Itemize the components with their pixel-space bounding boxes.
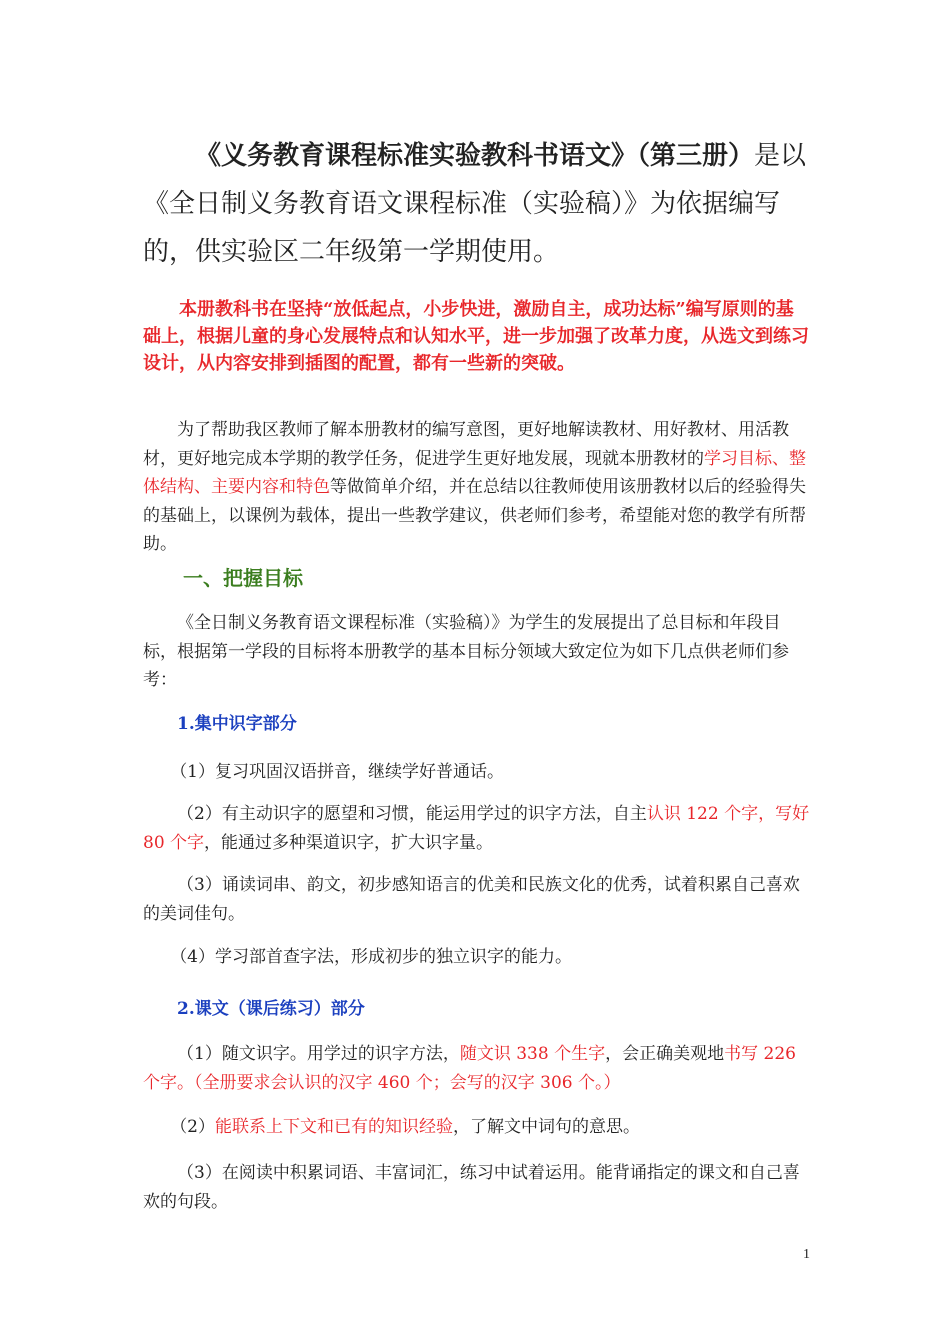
texts-item-1-text-1: （1）随文识字。用学过的识字方法， (177, 1044, 460, 1064)
literacy-item-2 (143, 800, 811, 857)
literacy-item-3: （3）诵读词串、韵文，初步感知语言的优美和民族文化的优秀，试着积累自己喜欢的美词佳句。 (143, 875, 800, 924)
literacy-item-2-text-1: （2）有主动识字的愿望和习惯，能运用学过的识字方法，自主 (177, 804, 647, 824)
purpose-text-2: 等做简单介绍，并在总结以往教师使用该册教材以后的经验得失的基础上，以课例为载体，提出一些教学建议，供老师们参考，希望能对您的教学有所帮助。 (143, 477, 806, 554)
purpose-text-1: 为了帮助我区教师了解本册教材的编写意图，更好地解读教材、用好教材、用活教材，更好地完成本学期的教学任务，促进学生更好地发展，现就本册教材的 (143, 420, 789, 469)
texts-item-1-highlight-1: 随文识 338 个生字 (459, 1044, 606, 1064)
textbook-title: 《义务教育课程标准实验教科书语文》（第三册） (195, 141, 755, 171)
literacy-item-2-highlight: 认识 122 个字，写好 80 个字 (143, 804, 810, 853)
purpose-highlight: 学习目标、整体结构、主要内容和特色 (143, 448, 806, 497)
literacy-item-1: （1）复习巩固汉语拼音，继续学好普通话。 (170, 762, 505, 782)
texts-item-1-text-2: ，会正确美观地 (605, 1044, 725, 1064)
texts-item-2-text-2: ，了解文中词句的意思。 (453, 1117, 641, 1137)
intro-paragraph (143, 132, 811, 276)
literacy-item-2-text-2: ，能通过多种渠道识字，扩大识字量。 (204, 832, 494, 853)
section-literacy-title: 1.集中识字部分 (177, 714, 297, 734)
purpose-paragraph (143, 416, 811, 559)
texts-item-1 (143, 1040, 811, 1097)
texts-item-2-highlight: 能联系上下文和已有的知识经验 (215, 1117, 454, 1137)
highlight-paragraph: 本册教科书在坚持“放低起点，小步快进，激励自主，成功达标”编写原则的基础上，根据儿童的身心发展特点和认知水平，进一步加强了改革力度，从选文到练习设计，从内容安排到插图的配置，都有一些新的突破。 (143, 299, 809, 374)
intro-text: 是以《全日制义务教育语文课程标准（实验稿）》为依据编写的，供实验区二年级第一学期使用。 (143, 141, 807, 267)
texts-item-3: （3）在阅读中积累词语、丰富词汇，练习中试着运用。能背诵指定的课文和自己喜欢的句段。 (143, 1163, 800, 1212)
texts-item-2 (143, 1113, 811, 1142)
texts-item-2-text-1: （2） (170, 1117, 216, 1137)
texts-item-1-highlight-2: 书写 226 个字。（全册要求会认识的汉字 460 个；会写的汉字 306 个。） (143, 1044, 796, 1093)
standards-paragraph: 《全日制义务教育语文课程标准（实验稿）》为学生的发展提出了总目标和年段目标，根据第一学段的目标将本册教学的基本目标分领域大致定位为如下几点供老师们参考： (143, 613, 789, 690)
section-texts-title: 2.课文（课后练习）部分 (177, 999, 365, 1019)
page-number: 1 (803, 1247, 810, 1262)
literacy-item-4: （4）学习部首查字法，形成初步的独立识字的能力。 (170, 947, 573, 967)
heading-grasp-goals: 一、把握目标 (183, 566, 303, 590)
